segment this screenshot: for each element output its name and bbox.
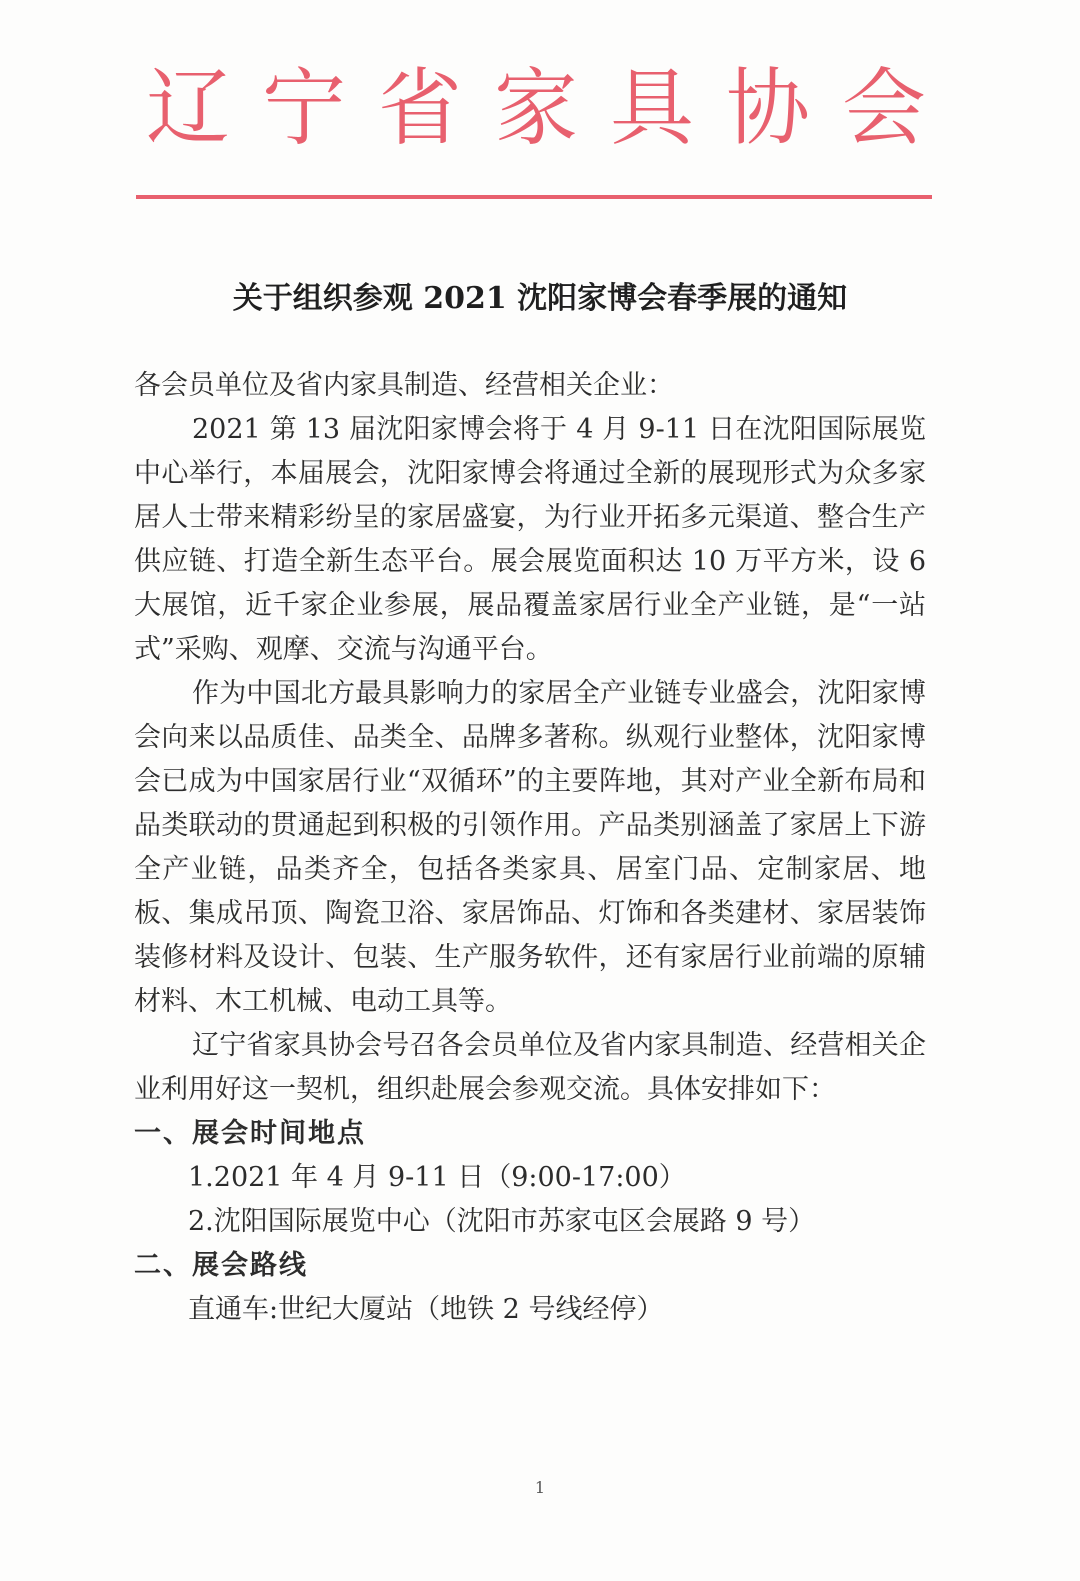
letterhead-char: 家 (493, 59, 578, 157)
salutation: 各会员单位及省内家具制造、经营相关企业： (134, 370, 674, 401)
letterhead-char: 辽 (145, 59, 230, 157)
letterhead (138, 58, 934, 158)
document-body (134, 364, 926, 1332)
letterhead-char: 具 (609, 59, 694, 157)
section-heading-time-place: 一、展会时间地点 (134, 1118, 366, 1149)
letterhead-char: 协 (725, 59, 810, 157)
list-item: 2.沈阳国际展览中心（沈阳市苏家屯区会展路 9 号） (188, 1206, 816, 1237)
letterhead-char: 会 (841, 59, 926, 157)
body-paragraph: 作为中国北方最具影响力的家居全产业链专业盛会，沈阳家博会向来以品质佳、品类全、品牌多著称。纵观行业整体，沈阳家博会已成为中国家居行业“双循环”的主要阵地，其对产业全新布局和品类联动的贯通起到积极的引领作用。产品类别涵盖了家居上下游全产业链，品类齐全，包括各类家具、居室门品、定制家居、地板、集成吊顶、陶瓷卫浴、家居饰品、灯饰和各类建材、家居装饰装修材料及设计、包装、生产服务软件，还有家居行业前端的原辅材料、木工机械、电动工具等。 (134, 678, 926, 1017)
list-item: 1.2021 年 4 月 9-11 日（9:00-17:00） (188, 1162, 686, 1193)
section-heading-route: 二、展会路线 (134, 1250, 308, 1281)
letterhead-char: 宁 (261, 59, 346, 157)
letterhead-char: 省 (377, 59, 462, 157)
body-paragraph: 2021 第 13 届沈阳家博会将于 4 月 9-11 日在沈阳国际展览中心举行，本届展会，沈阳家博会将通过全新的展现形式为众多家居人士带来精彩纷呈的家居盛宴，为行业开拓多元渠道、整合生产供应链、打造全新生态平台。展会展览面积达 10 万平方米，设 6 大展馆，近千家企业参展，展品覆盖家居行业全产业链，是“一站式”采购、观摩、交流与沟通平台。 (134, 414, 926, 665)
letterhead-divider (136, 195, 932, 199)
document-title: 关于组织参观 2021 沈阳家博会春季展的通知 (232, 281, 848, 316)
body-paragraph: 辽宁省家具协会号召各会员单位及省内家具制造、经营相关企业利用好这一契机，组织赴展会参观交流。具体安排如下： (134, 1030, 926, 1105)
page-number: 1 (534, 1478, 546, 1497)
list-item: 直通车:世纪大厦站（地铁 2 号线经停） (188, 1294, 664, 1325)
